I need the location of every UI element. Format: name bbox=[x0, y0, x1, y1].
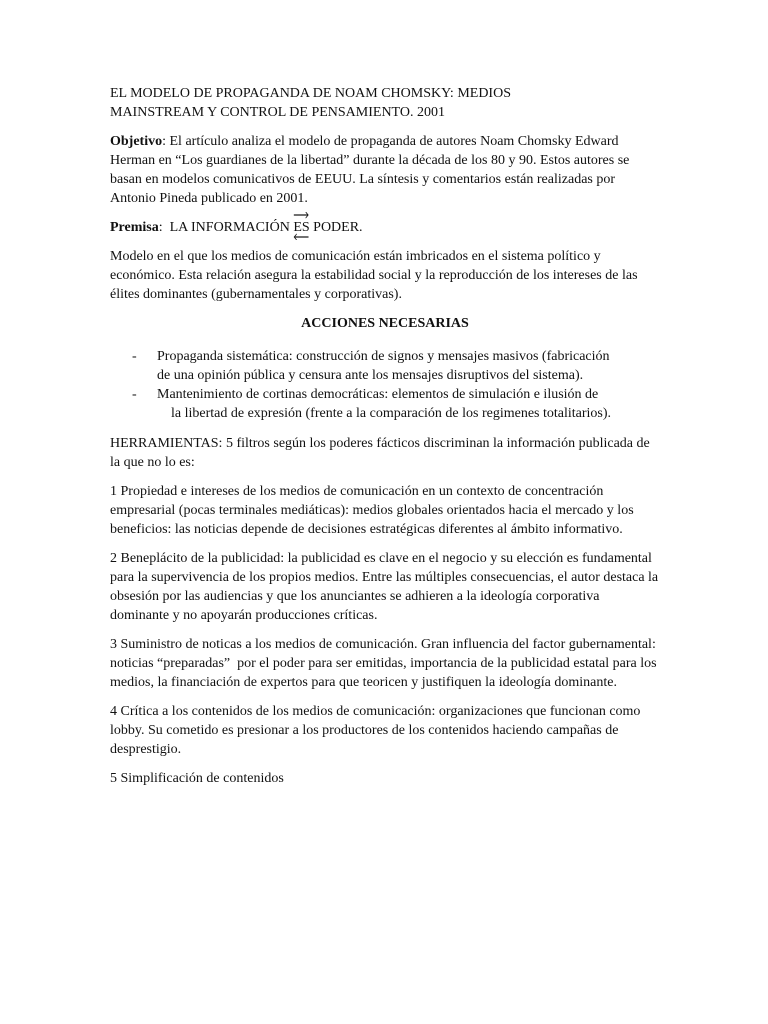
title-line-2: MAINSTREAM Y CONTROL DE PENSAMIENTO. 2001 bbox=[110, 105, 445, 120]
document-title bbox=[110, 84, 660, 122]
premisa-arrow-group bbox=[293, 218, 309, 237]
list-item-line-1: Propaganda sistemática: construcción de signos y mensajes masivos (fabricación bbox=[157, 349, 610, 364]
list-item-line-2: la libertad de expresión (frente a la comparación de los regimenes totalitarios). bbox=[171, 406, 612, 421]
document-body bbox=[110, 84, 660, 798]
title-line-1: EL MODELO DE PROPAGANDA DE NOAM CHOMSKY: MEDIOS bbox=[110, 86, 511, 101]
premisa-text-part2: ES bbox=[293, 220, 310, 235]
premisa-paragraph bbox=[110, 218, 660, 237]
acciones-heading: ACCIONES NECESARIAS bbox=[301, 316, 469, 331]
filtro-3-paragraph: 3 Suministro de noticas a los medios de comunicación. Gran influencia del factor gubernamental: noticias “preparadas” por el poder para ser emitidas, importancia de la publicidad estatal para los medios, la financiación de expertos para que teoricen y justifiquen la ideología dominante. bbox=[110, 637, 661, 690]
filtro-2-paragraph: 2 Beneplácito de la publicidad: la publicidad es clave en el negocio y su elección es fundamental para la supervivencia de los propios medios. Entre las múltiples consecuencias, el autor destaca la obsesión por las audiencias y que los anunciantes se adhieren a la ideología corporativa dominante y no apoyarán producciones críticas. bbox=[110, 551, 659, 623]
filtro-5-paragraph: 5 Simplificación de contenidos bbox=[110, 771, 284, 786]
list-item-line-2: de una opinión pública y censura ante los mensajes disruptivos del sistema). bbox=[157, 368, 584, 383]
objetivo-paragraph bbox=[110, 132, 660, 208]
list-item-line-1: Mantenimiento de cortinas democráticas: elementos de simulación e ilusión de bbox=[157, 387, 599, 402]
filtro-1-paragraph: 1 Propiedad e intereses de los medios de comunicación en un contexto de concentración empresarial (pocas terminales mediáticas): medios globales orientados hacia el mercado y los beneficios: las noticias depende de decisiones estratégicas diferentes al ámbito informativo. bbox=[110, 484, 634, 537]
list-item bbox=[110, 347, 660, 385]
premisa-label: Premisa bbox=[110, 220, 159, 235]
acciones-list bbox=[110, 347, 660, 423]
list-item bbox=[110, 385, 660, 423]
modelo-paragraph: Modelo en el que los medios de comunicación están imbricados en el sistema político y económico. Esta relación asegura la estabilidad social y la reproducción de los intereses de las élites dominantes (gubernamentales y corporativas). bbox=[110, 249, 638, 302]
list-dash: - bbox=[132, 349, 137, 364]
objetivo-label: Objetivo bbox=[110, 134, 163, 149]
premisa-separator: : bbox=[158, 220, 170, 235]
premisa-text-part1: LA INFORMACIÓN bbox=[169, 220, 294, 235]
objetivo-text: : El artículo analiza el modelo de propaganda de autores Noam Chomsky Edward Herman en “Los guardianes de la libertad” durante la década de los 80 y 90. Estos autores se basan en modelos comunicativos de EEUU. La síntesis y comentarios están realizadas por Antonio Pineda publicado en 2001. bbox=[110, 134, 630, 206]
filtro-4-paragraph: 4 Crítica a los contenidos de los medios de comunicación: organizaciones que funcionan como lobby. Su cometido es presionar a los productores de los contenidos haciendo campañas de desprestigio. bbox=[110, 704, 641, 757]
premisa-text-part3: PODER. bbox=[309, 220, 363, 235]
herramientas-paragraph: HERRAMIENTAS: 5 filtros según los poderes fácticos discriminan la información publicada de la que no lo es: bbox=[110, 436, 650, 470]
list-dash: - bbox=[132, 387, 137, 402]
